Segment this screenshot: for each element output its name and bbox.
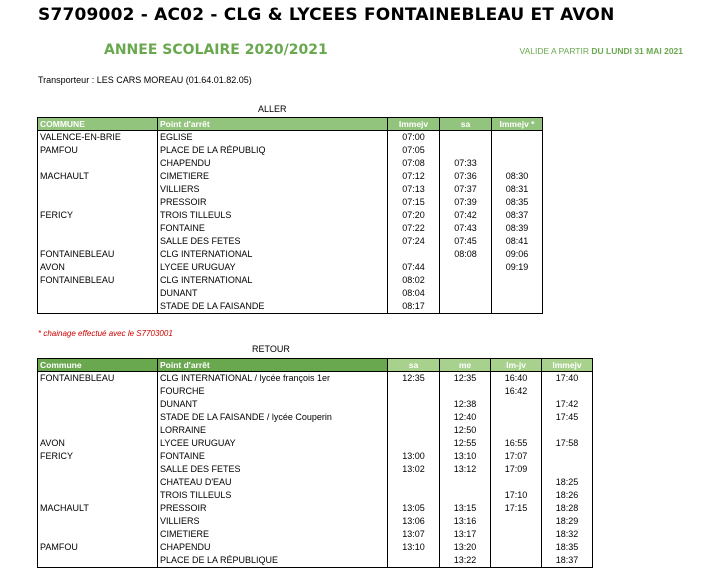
commune-cell bbox=[38, 411, 158, 424]
time-cell: 17:15 bbox=[491, 502, 542, 515]
time-cell bbox=[388, 385, 440, 398]
time-cell bbox=[388, 398, 440, 411]
commune-cell bbox=[38, 385, 158, 398]
aller-header-2: Immejv bbox=[388, 118, 440, 131]
table-row bbox=[38, 235, 543, 248]
stop-cell: LORRAINE bbox=[158, 424, 388, 437]
time-cell: 18:28 bbox=[542, 502, 593, 515]
commune-cell bbox=[38, 463, 158, 476]
validity-prefix: VALIDE A PARTIR bbox=[519, 46, 592, 56]
stop-cell: CLG INTERNATIONAL / lycée françois 1er bbox=[158, 372, 388, 386]
time-cell bbox=[388, 424, 440, 437]
commune-cell bbox=[38, 528, 158, 541]
stop-cell: TROIS TILLEULS bbox=[158, 209, 388, 222]
stop-cell: STADE DE LA FAISANDE bbox=[158, 300, 388, 314]
table-row bbox=[38, 411, 593, 424]
time-cell bbox=[388, 554, 440, 568]
time-cell: 13:05 bbox=[388, 502, 440, 515]
time-cell: 07:24 bbox=[388, 235, 440, 248]
table-row bbox=[38, 287, 543, 300]
time-cell: 13:12 bbox=[440, 463, 491, 476]
stop-cell: FONTAINE bbox=[158, 450, 388, 463]
commune-cell bbox=[38, 554, 158, 568]
time-cell bbox=[491, 554, 542, 568]
stop-cell: CIMETIERE bbox=[158, 528, 388, 541]
time-cell bbox=[492, 131, 543, 145]
commune-cell: AVON bbox=[38, 437, 158, 450]
table-row bbox=[38, 398, 593, 411]
aller-header-3: sa bbox=[440, 118, 492, 131]
time-cell: 12:40 bbox=[440, 411, 491, 424]
validity-date bbox=[520, 46, 683, 56]
time-cell: 08:30 bbox=[492, 170, 543, 183]
stop-cell: LYCEE URUGUAY bbox=[158, 261, 388, 274]
time-cell: 13:10 bbox=[440, 450, 491, 463]
commune-cell bbox=[38, 183, 158, 196]
time-cell: 12:35 bbox=[388, 372, 440, 386]
stop-cell: SALLE DES FETES bbox=[158, 463, 388, 476]
time-cell bbox=[440, 489, 491, 502]
stop-cell: PRESSOIR bbox=[158, 502, 388, 515]
time-cell bbox=[492, 300, 543, 314]
table-row bbox=[38, 144, 543, 157]
time-cell bbox=[491, 541, 542, 554]
retour-header-2: sa bbox=[388, 359, 440, 372]
time-cell: 17:40 bbox=[542, 372, 593, 386]
time-cell: 07:36 bbox=[440, 170, 492, 183]
time-cell bbox=[492, 157, 543, 170]
carrier-info: Transporteur : LES CARS MOREAU (01.64.01.82.05) bbox=[38, 75, 252, 85]
commune-cell: VALENCE-EN-BRIE bbox=[38, 131, 158, 145]
commune-cell: AVON bbox=[38, 261, 158, 274]
table-row bbox=[38, 502, 593, 515]
time-cell: 17:58 bbox=[542, 437, 593, 450]
stop-cell: CHATEAU D'EAU bbox=[158, 476, 388, 489]
stop-cell: VILLIERS bbox=[158, 515, 388, 528]
table-row bbox=[38, 476, 593, 489]
aller-header-0: COMMUNE bbox=[38, 118, 158, 131]
time-cell: 07:20 bbox=[388, 209, 440, 222]
time-cell bbox=[491, 476, 542, 489]
table-row bbox=[38, 248, 543, 261]
time-cell: 07:44 bbox=[388, 261, 440, 274]
time-cell: 07:37 bbox=[440, 183, 492, 196]
retour-label: RETOUR bbox=[252, 344, 290, 354]
time-cell: 08:08 bbox=[440, 248, 492, 261]
time-cell: 17:07 bbox=[491, 450, 542, 463]
table-row bbox=[38, 372, 593, 386]
time-cell: 18:32 bbox=[542, 528, 593, 541]
time-cell: 08:39 bbox=[492, 222, 543, 235]
time-cell bbox=[492, 287, 543, 300]
table-row bbox=[38, 261, 543, 274]
time-cell: 07:08 bbox=[388, 157, 440, 170]
time-cell: 08:31 bbox=[492, 183, 543, 196]
time-cell bbox=[440, 476, 491, 489]
retour-table bbox=[37, 358, 593, 568]
time-cell: 13:17 bbox=[440, 528, 491, 541]
commune-cell bbox=[38, 515, 158, 528]
table-row bbox=[38, 385, 593, 398]
time-cell: 16:40 bbox=[491, 372, 542, 386]
time-cell: 09:19 bbox=[492, 261, 543, 274]
time-cell bbox=[388, 437, 440, 450]
time-cell: 16:42 bbox=[491, 385, 542, 398]
table-row bbox=[38, 450, 593, 463]
time-cell: 07:22 bbox=[388, 222, 440, 235]
stop-cell: PLACE DE LA RÉPUBLIQUE bbox=[158, 554, 388, 568]
table-row bbox=[38, 274, 543, 287]
commune-cell: FONTAINEBLEAU bbox=[38, 274, 158, 287]
retour-header-4: lm-jv bbox=[491, 359, 542, 372]
time-cell: 18:35 bbox=[542, 541, 593, 554]
time-cell: 13:16 bbox=[440, 515, 491, 528]
commune-cell bbox=[38, 287, 158, 300]
stop-cell: CLG INTERNATIONAL bbox=[158, 274, 388, 287]
time-cell: 12:50 bbox=[440, 424, 491, 437]
table-row bbox=[38, 424, 593, 437]
table-row bbox=[38, 196, 543, 209]
table-row bbox=[38, 222, 543, 235]
time-cell: 07:15 bbox=[388, 196, 440, 209]
aller-header-1: Point d'arrêt bbox=[158, 118, 388, 131]
time-cell: 17:42 bbox=[542, 398, 593, 411]
table-row bbox=[38, 541, 593, 554]
time-cell bbox=[440, 131, 492, 145]
commune-cell: FONTAINEBLEAU bbox=[38, 372, 158, 386]
time-cell: 08:41 bbox=[492, 235, 543, 248]
stop-cell: CHAPENDU bbox=[158, 157, 388, 170]
table-row bbox=[38, 170, 543, 183]
time-cell: 07:33 bbox=[440, 157, 492, 170]
time-cell bbox=[542, 385, 593, 398]
time-cell: 07:45 bbox=[440, 235, 492, 248]
table-row bbox=[38, 489, 593, 502]
table-row bbox=[38, 300, 543, 314]
time-cell bbox=[440, 261, 492, 274]
commune-cell bbox=[38, 157, 158, 170]
table-row bbox=[38, 209, 543, 222]
document-title: S7709002 - AC02 - CLG & LYCEES FONTAINEBLEAU ET AVON bbox=[38, 5, 615, 25]
time-cell: 18:37 bbox=[542, 554, 593, 568]
table-row bbox=[38, 554, 593, 568]
time-cell: 12:38 bbox=[440, 398, 491, 411]
commune-cell bbox=[38, 398, 158, 411]
stop-cell: DUNANT bbox=[158, 398, 388, 411]
stop-cell: EGLISE bbox=[158, 131, 388, 145]
table-row bbox=[38, 131, 543, 145]
stop-cell: LYCEE URUGUAY bbox=[158, 437, 388, 450]
stop-cell: CIMETIERE bbox=[158, 170, 388, 183]
commune-cell: MACHAULT bbox=[38, 502, 158, 515]
stop-cell: PLACE DE LA RÉPUBLIQ bbox=[158, 144, 388, 157]
stop-cell: TROIS TILLEULS bbox=[158, 489, 388, 502]
time-cell bbox=[388, 476, 440, 489]
aller-label: ALLER bbox=[258, 104, 287, 114]
table-row bbox=[38, 437, 593, 450]
table-row bbox=[38, 183, 543, 196]
aller-header-4: Immejv * bbox=[492, 118, 543, 131]
stop-cell: FOURCHE bbox=[158, 385, 388, 398]
commune-cell bbox=[38, 300, 158, 314]
time-cell: 07:42 bbox=[440, 209, 492, 222]
time-cell bbox=[440, 287, 492, 300]
commune-cell bbox=[38, 235, 158, 248]
table-row bbox=[38, 157, 543, 170]
stop-cell: STADE DE LA FAISANDE / lycée Couperin bbox=[158, 411, 388, 424]
validity-day: DU LUNDI 31 MAI 2021 bbox=[591, 46, 683, 56]
retour-header-1: Point d'arrêt bbox=[158, 359, 388, 372]
stop-cell: VILLIERS bbox=[158, 183, 388, 196]
time-cell bbox=[388, 411, 440, 424]
time-cell: 17:10 bbox=[491, 489, 542, 502]
time-cell: 13:10 bbox=[388, 541, 440, 554]
aller-table bbox=[37, 117, 543, 314]
time-cell: 18:26 bbox=[542, 489, 593, 502]
time-cell bbox=[491, 398, 542, 411]
time-cell: 07:05 bbox=[388, 144, 440, 157]
stop-cell: CLG INTERNATIONAL bbox=[158, 248, 388, 261]
commune-cell: FONTAINEBLEAU bbox=[38, 248, 158, 261]
commune-cell: FERICY bbox=[38, 209, 158, 222]
time-cell bbox=[388, 248, 440, 261]
table-row bbox=[38, 515, 593, 528]
chaining-note: * chainage effectué avec le S7703001 bbox=[38, 329, 173, 338]
stop-cell: FONTAINE bbox=[158, 222, 388, 235]
time-cell bbox=[440, 144, 492, 157]
commune-cell: MACHAULT bbox=[38, 170, 158, 183]
commune-cell: PAMFOU bbox=[38, 144, 158, 157]
commune-cell bbox=[38, 489, 158, 502]
commune-cell bbox=[38, 476, 158, 489]
time-cell bbox=[492, 274, 543, 287]
time-cell: 13:06 bbox=[388, 515, 440, 528]
time-cell: 07:00 bbox=[388, 131, 440, 145]
time-cell: 18:29 bbox=[542, 515, 593, 528]
time-cell: 08:37 bbox=[492, 209, 543, 222]
time-cell bbox=[491, 515, 542, 528]
time-cell bbox=[491, 424, 542, 437]
time-cell: 08:17 bbox=[388, 300, 440, 314]
time-cell bbox=[542, 450, 593, 463]
time-cell bbox=[492, 144, 543, 157]
time-cell bbox=[491, 411, 542, 424]
table-row bbox=[38, 463, 593, 476]
retour-header-0: Commune bbox=[38, 359, 158, 372]
time-cell: 07:13 bbox=[388, 183, 440, 196]
time-cell: 16:55 bbox=[491, 437, 542, 450]
retour-header-3: me bbox=[440, 359, 491, 372]
time-cell bbox=[491, 528, 542, 541]
time-cell: 13:22 bbox=[440, 554, 491, 568]
time-cell: 08:04 bbox=[388, 287, 440, 300]
time-cell bbox=[440, 300, 492, 314]
time-cell: 13:20 bbox=[440, 541, 491, 554]
time-cell: 13:15 bbox=[440, 502, 491, 515]
stop-cell: SALLE DES FETES bbox=[158, 235, 388, 248]
stop-cell: PRESSOIR bbox=[158, 196, 388, 209]
time-cell: 18:25 bbox=[542, 476, 593, 489]
time-cell: 12:55 bbox=[440, 437, 491, 450]
school-year: ANNEE SCOLAIRE 2020/2021 bbox=[104, 42, 328, 58]
time-cell: 12:35 bbox=[440, 372, 491, 386]
commune-cell bbox=[38, 196, 158, 209]
commune-cell: PAMFOU bbox=[38, 541, 158, 554]
time-cell: 17:45 bbox=[542, 411, 593, 424]
time-cell bbox=[542, 424, 593, 437]
time-cell: 08:35 bbox=[492, 196, 543, 209]
time-cell: 07:43 bbox=[440, 222, 492, 235]
time-cell: 13:00 bbox=[388, 450, 440, 463]
time-cell: 08:02 bbox=[388, 274, 440, 287]
commune-cell bbox=[38, 222, 158, 235]
time-cell bbox=[440, 274, 492, 287]
time-cell: 13:07 bbox=[388, 528, 440, 541]
time-cell: 17:09 bbox=[491, 463, 542, 476]
commune-cell: FERICY bbox=[38, 450, 158, 463]
stop-cell: CHAPENDU bbox=[158, 541, 388, 554]
time-cell: 07:12 bbox=[388, 170, 440, 183]
time-cell: 13:02 bbox=[388, 463, 440, 476]
time-cell: 07:39 bbox=[440, 196, 492, 209]
time-cell: 09:06 bbox=[492, 248, 543, 261]
commune-cell bbox=[38, 424, 158, 437]
stop-cell: DUNANT bbox=[158, 287, 388, 300]
time-cell bbox=[388, 489, 440, 502]
time-cell bbox=[440, 385, 491, 398]
retour-header-5: lmmejv bbox=[542, 359, 593, 372]
table-row bbox=[38, 528, 593, 541]
time-cell bbox=[542, 463, 593, 476]
